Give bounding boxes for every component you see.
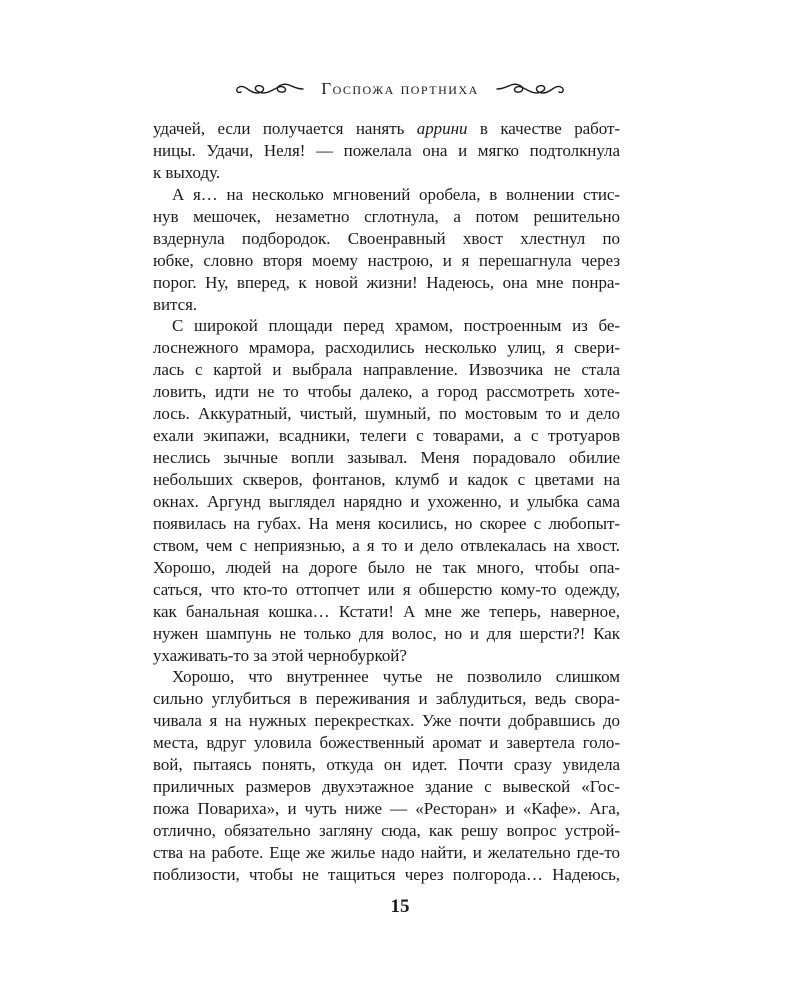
text-line: ства на работе. Еще же жилье надо найти, и желательно где-то (153, 842, 620, 862)
text-line: ловить, идти не то чтобы далеко, а город рассмотреть хоте- (153, 382, 620, 402)
text-line: ехали экипажи, всадники, телеги с товарами, а с тротуаров (153, 426, 620, 446)
text-line: юбке, словно вторя моему настрою, и я перешагнула через (153, 250, 620, 270)
text-line: вится. (153, 294, 198, 314)
text-line: саться, что кто-то оттопчет или я обшерстю кому-то одежду, (153, 579, 620, 599)
text-line: А я… на несколько мгновений оробела, в волнении стис- (172, 184, 620, 204)
text-line: неслись зычные вопли зазывал. Меня порадовало обилие (153, 448, 620, 468)
text-line: небольших скверов, фонтанов, клумб и кадок с цветами на (153, 470, 620, 489)
text-line: удачей, если получается нанять аррини в качестве работ- (153, 119, 620, 138)
running-title: Госпожа портниха (321, 79, 479, 98)
text-line: порог. Ну, вперед, к новой жизни! Надеюсь, она мне понра- (153, 272, 620, 292)
text-line: Хорошо, что внутреннее чутье не позволило слишком (172, 667, 620, 687)
text-line: нужен шампунь не только для волос, но и для шерсти?! Как (153, 623, 620, 643)
text-line: лось. Аккуратный, чистый, шумный, по мостовым то и дело (153, 404, 620, 424)
text-line: ухаживать-то за этой чернобуркой? (153, 645, 407, 665)
text-line: окнах. Аргунд выглядел нарядно и ухоженно, и улыбка сама (153, 491, 620, 511)
text-line: чивала я на нужных перекрестках. Уже почти добравшись до (153, 711, 620, 731)
text-line: нув мешочек, незаметно сглотнула, а потом решительно (153, 206, 620, 226)
text-line: ством, чем с неприязнью, а я то и дело отвлекалась на хвост. (153, 535, 620, 555)
text-line: С широкой площади перед храмом, построенным из бе- (172, 316, 620, 336)
left-flourish-icon (233, 78, 305, 100)
page-number: 15 (390, 896, 410, 917)
text-line: сильно углубиться в переживания и заблудиться, ведь свора- (153, 689, 620, 709)
text-line: лась с картой и выбрала направление. Извозчика не стала (153, 360, 620, 380)
text-line: места, вдруг уловила божественный аромат и завертела голо- (153, 733, 620, 753)
text-line: Хорошо, людей на дороге было не так много, чтобы опа- (153, 557, 620, 577)
text-line: поблизости, чтобы не тащиться через полгорода… Надеюсь, (153, 864, 620, 884)
text-line: пожа Повариха», и чуть ниже — «Ресторан» и «Кафе». Ага, (153, 799, 620, 819)
text-line: вздернула подбородок. Своенравный хвост хлестнул по (153, 228, 620, 248)
body-text (153, 118, 620, 886)
text-line: приличных размеров двухэтажное здание с вывеской «Гос- (153, 777, 620, 797)
text-line: появилась на губах. На меня косились, но скорее с любопыт- (153, 513, 620, 533)
text-line: как банальная кошка… Кстати! А мне же теперь, наверное, (153, 601, 620, 621)
text-line: лоснежного мрамора, расходились несколько улиц, я свери- (153, 338, 620, 358)
running-header (0, 72, 800, 106)
text-line: ницы. Удачи, Неля! — пожелала она и мягко подтолкнула (153, 140, 620, 160)
text-line: вой, пытаясь понять, откуда он идет. Почти сразу увидела (153, 755, 620, 775)
text-line: к выходу. (153, 162, 221, 182)
right-flourish-icon (495, 78, 567, 100)
text-line: отлично, обязательно загляну сюда, как решу вопрос устрой- (153, 821, 620, 840)
